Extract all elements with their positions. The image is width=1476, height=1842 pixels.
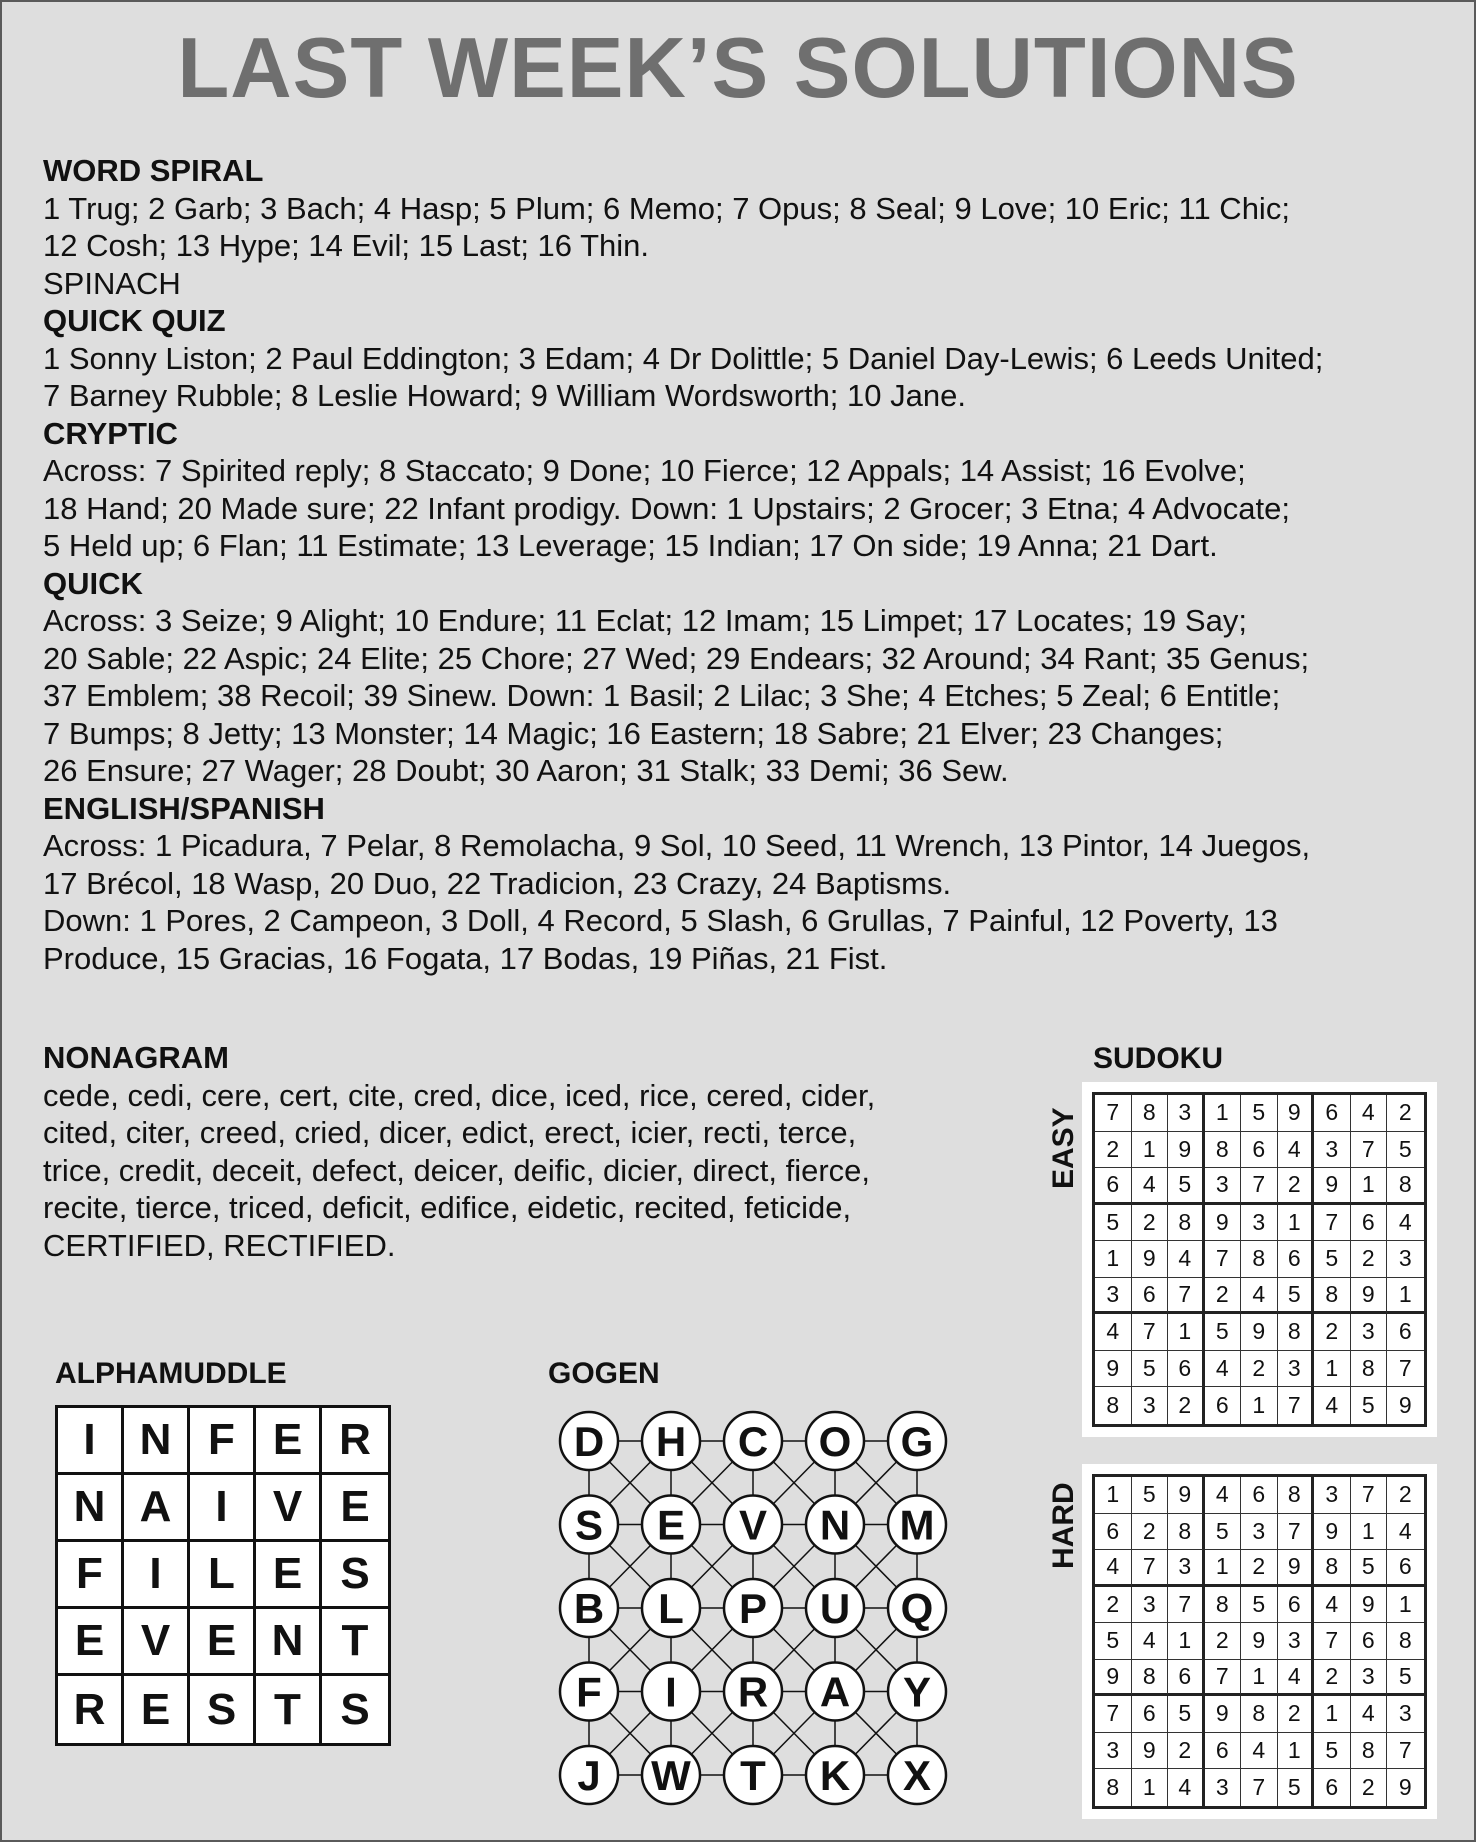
sudoku-hard-grid bbox=[1092, 1474, 1427, 1809]
sudoku-cell: 7 bbox=[1241, 1769, 1278, 1806]
sudoku-cell: 7 bbox=[1387, 1351, 1424, 1388]
gogen-letter: K bbox=[819, 1752, 851, 1799]
sudoku-cell: 6 bbox=[1351, 1205, 1388, 1242]
sudoku-cell: 5 bbox=[1351, 1550, 1388, 1587]
sudoku-cell: 5 bbox=[1278, 1769, 1315, 1806]
sudoku-cell: 1 bbox=[1168, 1314, 1205, 1351]
gogen-letter: C bbox=[737, 1418, 769, 1465]
sudoku-cell: 4 bbox=[1241, 1278, 1278, 1315]
sudoku-cell: 4 bbox=[1278, 1660, 1315, 1697]
gogen-letter: M bbox=[899, 1501, 935, 1549]
sudoku-cell: 3 bbox=[1205, 1769, 1242, 1806]
sudoku-cell: 6 bbox=[1095, 1168, 1132, 1205]
alphamuddle-cell: S bbox=[322, 1542, 388, 1609]
sudoku-cell: 3 bbox=[1132, 1587, 1169, 1624]
sudoku-cell: 2 bbox=[1278, 1696, 1315, 1733]
section-line: 1 Sonny Liston; 2 Paul Eddington; 3 Edam; 4 Dr Dolittle; 5 Daniel Day-Lewis; 6 Leeds United; bbox=[43, 340, 1324, 376]
sudoku-cell: 1 bbox=[1205, 1095, 1242, 1132]
sudoku-cell: 8 bbox=[1205, 1587, 1242, 1624]
sudoku-cell: 6 bbox=[1241, 1477, 1278, 1514]
alphamuddle-cell: F bbox=[58, 1542, 124, 1609]
sudoku-cell: 3 bbox=[1351, 1314, 1388, 1351]
gogen-letter: H bbox=[655, 1418, 687, 1465]
sudoku-cell: 4 bbox=[1387, 1514, 1424, 1551]
sudoku-cell: 7 bbox=[1168, 1278, 1205, 1315]
text-solutions bbox=[43, 152, 1443, 977]
sudoku-cell: 6 bbox=[1205, 1733, 1242, 1770]
sudoku-cell: 8 bbox=[1205, 1132, 1242, 1169]
sudoku-cell: 5 bbox=[1168, 1168, 1205, 1205]
section-line: Across: 3 Seize; 9 Alight; 10 Endure; 11 Eclat; 12 Imam; 15 Limpet; 17 Locates; 19 Say; bbox=[43, 603, 1247, 638]
sudoku-cell: 9 bbox=[1278, 1095, 1315, 1132]
sudoku-cell: 5 bbox=[1351, 1387, 1388, 1424]
section-line: 1 Trug; 2 Garb; 3 Bach; 4 Hasp; 5 Plum; 6 Memo; 7 Opus; 8 Seal; 9 Love; 10 Eric; 11 Chic; bbox=[43, 190, 1290, 226]
nonagram-heading: NONAGRAM bbox=[43, 1040, 229, 1075]
nonagram-line: recite, tierce, triced, deficit, edifice, eidetic, recited, feticide, bbox=[43, 1190, 852, 1225]
sudoku-cell: 6 bbox=[1278, 1587, 1315, 1624]
sudoku-cell: 2 bbox=[1132, 1514, 1169, 1551]
sudoku-cell: 8 bbox=[1387, 1623, 1424, 1660]
section-line: 37 Emblem; 38 Recoil; 39 Sinew. Down: 1 Basil; 2 Lilac; 3 She; 4 Etches; 5 Zeal; 6 Entitle; bbox=[43, 678, 1281, 713]
gogen-letter: N bbox=[819, 1501, 851, 1549]
alphamuddle-cell: N bbox=[58, 1475, 124, 1542]
sudoku-cell: 5 bbox=[1241, 1587, 1278, 1624]
sudoku-cell: 4 bbox=[1205, 1477, 1242, 1514]
sudoku-hard-label: HARD bbox=[1047, 1482, 1080, 1569]
sudoku-cell: 3 bbox=[1241, 1514, 1278, 1551]
section-line: 17 Brécol, 18 Wasp, 20 Duo, 22 Tradicion, 23 Crazy, 24 Baptisms. bbox=[43, 865, 952, 901]
sudoku-cell: 8 bbox=[1351, 1351, 1388, 1388]
nonagram-line: CERTIFIED, RECTIFIED. bbox=[43, 1227, 396, 1263]
sudoku-cell: 5 bbox=[1132, 1351, 1169, 1388]
sudoku-cell: 3 bbox=[1205, 1168, 1242, 1205]
sudoku-cell: 2 bbox=[1095, 1132, 1132, 1169]
sudoku-cell: 8 bbox=[1351, 1733, 1388, 1770]
sudoku-cell: 1 bbox=[1314, 1351, 1351, 1388]
sudoku-cell: 6 bbox=[1095, 1514, 1132, 1551]
gogen-letter: J bbox=[577, 1752, 601, 1799]
sudoku-cell: 4 bbox=[1314, 1587, 1351, 1624]
sudoku-cell: 8 bbox=[1241, 1241, 1278, 1278]
alphamuddle-cell: T bbox=[322, 1609, 388, 1676]
alphamuddle-cell: I bbox=[124, 1542, 190, 1609]
sudoku-cell: 6 bbox=[1387, 1550, 1424, 1587]
sudoku-easy-grid bbox=[1092, 1092, 1427, 1427]
sudoku-cell: 7 bbox=[1095, 1095, 1132, 1132]
sudoku-cell: 8 bbox=[1278, 1477, 1315, 1514]
section-line: Across: 7 Spirited reply; 8 Staccato; 9 Done; 10 Fierce; 12 Appals; 14 Assist; 16 Evolve; bbox=[43, 453, 1246, 488]
gogen-letter: F bbox=[576, 1668, 602, 1716]
sudoku-cell: 8 bbox=[1168, 1205, 1205, 1242]
sudoku-cell: 2 bbox=[1278, 1168, 1315, 1205]
sudoku-cell: 9 bbox=[1351, 1278, 1388, 1315]
sudoku-cell: 1 bbox=[1387, 1587, 1424, 1624]
sudoku-cell: 2 bbox=[1351, 1241, 1388, 1278]
sudoku-cell: 7 bbox=[1314, 1205, 1351, 1242]
alphamuddle-cell: N bbox=[256, 1609, 322, 1676]
sudoku-cell: 3 bbox=[1095, 1733, 1132, 1770]
sudoku-cell: 6 bbox=[1205, 1387, 1242, 1424]
sudoku-cell: 6 bbox=[1278, 1241, 1315, 1278]
sudoku-cell: 7 bbox=[1205, 1241, 1242, 1278]
alphamuddle-cell: E bbox=[190, 1609, 256, 1676]
alphamuddle-cell: A bbox=[124, 1475, 190, 1542]
sudoku-hard bbox=[1082, 1464, 1437, 1819]
nonagram-line: trice, credit, deceit, defect, deicer, deific, dicier, direct, fierce, bbox=[43, 1152, 871, 1188]
sudoku-cell: 1 bbox=[1095, 1477, 1132, 1514]
sudoku-cell: 1 bbox=[1351, 1514, 1388, 1551]
sudoku-cell: 8 bbox=[1241, 1696, 1278, 1733]
sudoku-cell: 4 bbox=[1095, 1550, 1132, 1587]
sudoku-cell: 5 bbox=[1095, 1205, 1132, 1242]
alphamuddle-cell: E bbox=[256, 1408, 322, 1475]
nonagram-text bbox=[43, 1077, 1003, 1265]
sudoku-cell: 5 bbox=[1205, 1514, 1242, 1551]
section-line: Down: 1 Pores, 2 Campeon, 3 Doll, 4 Record, 5 Slash, 6 Grullas, 7 Painful, 12 Poverty, 13 bbox=[43, 903, 1278, 938]
sudoku-cell: 9 bbox=[1241, 1623, 1278, 1660]
sudoku-cell: 1 bbox=[1095, 1241, 1132, 1278]
sudoku-cell: 9 bbox=[1095, 1660, 1132, 1697]
alphamuddle-cell: L bbox=[190, 1542, 256, 1609]
alphamuddle-cell: V bbox=[256, 1475, 322, 1542]
sudoku-cell: 4 bbox=[1387, 1205, 1424, 1242]
gogen-letter: A bbox=[819, 1668, 851, 1716]
sudoku-cell: 2 bbox=[1205, 1278, 1242, 1315]
sudoku-cell: 9 bbox=[1241, 1314, 1278, 1351]
sudoku-cell: 7 bbox=[1278, 1387, 1315, 1424]
sudoku-cell: 5 bbox=[1314, 1241, 1351, 1278]
sudoku-cell: 1 bbox=[1278, 1205, 1315, 1242]
sudoku-cell: 3 bbox=[1168, 1550, 1205, 1587]
sudoku-cell: 3 bbox=[1095, 1278, 1132, 1315]
gogen-letter: G bbox=[900, 1418, 934, 1465]
sudoku-cell: 7 bbox=[1278, 1514, 1315, 1551]
sudoku-cell: 7 bbox=[1132, 1314, 1169, 1351]
sudoku-cell: 4 bbox=[1132, 1623, 1169, 1660]
sudoku-cell: 3 bbox=[1387, 1696, 1424, 1733]
sudoku-cell: 7 bbox=[1314, 1623, 1351, 1660]
gogen-letter: P bbox=[738, 1585, 768, 1632]
sudoku-cell: 2 bbox=[1095, 1587, 1132, 1624]
gogen-letter: S bbox=[574, 1501, 604, 1549]
sudoku-cell: 9 bbox=[1095, 1351, 1132, 1388]
sudoku-cell: 8 bbox=[1132, 1660, 1169, 1697]
gogen-letter: V bbox=[738, 1501, 768, 1549]
sudoku-cell: 2 bbox=[1205, 1623, 1242, 1660]
sudoku-cell: 2 bbox=[1387, 1095, 1424, 1132]
section-heading: QUICK QUIZ bbox=[43, 303, 226, 338]
sudoku-cell: 4 bbox=[1095, 1314, 1132, 1351]
page-title: LAST WEEK’S SOLUTIONS bbox=[177, 21, 1299, 116]
section-line: 12 Cosh; 13 Hype; 14 Evil; 15 Last; 16 Thin. bbox=[43, 228, 650, 263]
sudoku-cell: 8 bbox=[1095, 1769, 1132, 1806]
sudoku-cell: 4 bbox=[1241, 1733, 1278, 1770]
section-line: 7 Barney Rubble; 8 Leslie Howard; 9 William Wordsworth; 10 Jane. bbox=[43, 378, 966, 413]
sudoku-cell: 4 bbox=[1168, 1769, 1205, 1806]
sudoku-cell: 5 bbox=[1168, 1696, 1205, 1733]
section-heading: WORD SPIRAL bbox=[43, 153, 264, 188]
sudoku-cell: 9 bbox=[1205, 1205, 1242, 1242]
gogen-letter: O bbox=[818, 1418, 852, 1465]
sudoku-cell: 2 bbox=[1241, 1550, 1278, 1587]
alphamuddle-heading: ALPHAMUDDLE bbox=[55, 1357, 287, 1390]
sudoku-cell: 5 bbox=[1132, 1477, 1169, 1514]
alphamuddle-cell: E bbox=[58, 1609, 124, 1676]
sudoku-cell: 8 bbox=[1278, 1314, 1315, 1351]
sudoku-cell: 8 bbox=[1132, 1095, 1169, 1132]
gogen-letter: T bbox=[740, 1752, 766, 1799]
alphamuddle-cell: V bbox=[124, 1609, 190, 1676]
sudoku-cell: 2 bbox=[1314, 1660, 1351, 1697]
sudoku-cell: 5 bbox=[1387, 1132, 1424, 1169]
sudoku-cell: 4 bbox=[1132, 1168, 1169, 1205]
alphamuddle-cell: T bbox=[256, 1676, 322, 1743]
sudoku-cell: 5 bbox=[1387, 1660, 1424, 1697]
sudoku-cell: 4 bbox=[1351, 1696, 1388, 1733]
section-line: Across: 1 Picadura, 7 Pelar, 8 Remolacha, 9 Sol, 10 Seed, 11 Wrench, 13 Pintor, 14 Juegos, bbox=[43, 828, 1311, 863]
sudoku-cell: 1 bbox=[1387, 1278, 1424, 1315]
nonagram-line: cede, cedi, cere, cert, cite, cred, dice, iced, rice, cered, cider, bbox=[43, 1077, 876, 1113]
sudoku-cell: 6 bbox=[1314, 1095, 1351, 1132]
sudoku-easy bbox=[1082, 1082, 1437, 1437]
sudoku-cell: 1 bbox=[1314, 1696, 1351, 1733]
sudoku-cell: 3 bbox=[1351, 1660, 1388, 1697]
sudoku-cell: 4 bbox=[1314, 1387, 1351, 1424]
alphamuddle-cell: I bbox=[190, 1475, 256, 1542]
sudoku-cell: 7 bbox=[1241, 1168, 1278, 1205]
section-line: 7 Bumps; 8 Jetty; 13 Monster; 14 Magic; 16 Eastern; 18 Sabre; 21 Elver; 23 Changes; bbox=[43, 715, 1224, 751]
alphamuddle-cell: R bbox=[322, 1408, 388, 1475]
alphamuddle-cell: F bbox=[190, 1408, 256, 1475]
gogen-letter: D bbox=[573, 1418, 605, 1465]
alphamuddle-cell: E bbox=[322, 1475, 388, 1542]
sudoku-easy-label: EASY bbox=[1047, 1107, 1080, 1189]
gogen-letter: R bbox=[737, 1668, 769, 1716]
section-line: 20 Sable; 22 Aspic; 24 Elite; 25 Chore; 27 Wed; 29 Endears; 32 Around; 34 Rant; 35 Genus; bbox=[43, 640, 1310, 676]
sudoku-cell: 1 bbox=[1241, 1387, 1278, 1424]
sudoku-cell: 4 bbox=[1168, 1241, 1205, 1278]
sudoku-cell: 1 bbox=[1132, 1769, 1169, 1806]
sudoku-cell: 7 bbox=[1168, 1587, 1205, 1624]
sudoku-cell: 5 bbox=[1241, 1095, 1278, 1132]
section-line: SPINACH bbox=[43, 265, 181, 301]
sudoku-cell: 1 bbox=[1205, 1550, 1242, 1587]
section-line: Produce, 15 Gracias, 16 Fogata, 17 Bodas, 19 Piñas, 21 Fist. bbox=[43, 940, 888, 976]
sudoku-cell: 2 bbox=[1168, 1733, 1205, 1770]
sudoku-cell: 9 bbox=[1398, 1391, 1412, 1418]
sudoku-cell: 8 bbox=[1314, 1550, 1351, 1587]
sudoku-cell: 9 bbox=[1278, 1550, 1315, 1587]
sudoku-cell: 4 bbox=[1351, 1095, 1388, 1132]
sudoku-cell: 9 bbox=[1314, 1514, 1351, 1551]
sudoku-cell: 2 bbox=[1387, 1477, 1424, 1514]
sudoku-cell: 9 bbox=[1314, 1168, 1351, 1205]
sudoku-cell: 6 bbox=[1132, 1696, 1169, 1733]
sudoku-cell: 8 bbox=[1314, 1278, 1351, 1315]
sudoku-cell: 9 bbox=[1351, 1587, 1388, 1624]
sudoku-cell: 7 bbox=[1205, 1660, 1242, 1697]
section-heading: CRYPTIC bbox=[43, 415, 178, 451]
sudoku-cell: 2 bbox=[1241, 1351, 1278, 1388]
sudoku-cell: 9 bbox=[1132, 1241, 1169, 1278]
sudoku-cell: 6 bbox=[1168, 1660, 1205, 1697]
alphamuddle-cell: S bbox=[340, 1684, 370, 1734]
sudoku-cell: 2 bbox=[1351, 1769, 1388, 1806]
sudoku-cell: 9 bbox=[1205, 1696, 1242, 1733]
sudoku-cell: 8 bbox=[1095, 1387, 1132, 1424]
sudoku-cell: 2 bbox=[1314, 1314, 1351, 1351]
sudoku-cell: 3 bbox=[1314, 1477, 1351, 1514]
sudoku-cell: 5 bbox=[1278, 1278, 1315, 1315]
sudoku-cell: 6 bbox=[1387, 1314, 1424, 1351]
gogen-letter: Y bbox=[902, 1668, 932, 1716]
gogen-heading: GOGEN bbox=[548, 1357, 660, 1390]
sudoku-cell: 1 bbox=[1278, 1733, 1315, 1770]
sudoku-cell: 4 bbox=[1205, 1351, 1242, 1388]
sudoku-cell: 1 bbox=[1241, 1660, 1278, 1697]
sudoku-cell: 8 bbox=[1168, 1514, 1205, 1551]
gogen-letter: L bbox=[658, 1585, 684, 1632]
sudoku-cell: 5 bbox=[1205, 1314, 1242, 1351]
section-heading: ENGLISH/SPANISH bbox=[43, 790, 325, 826]
alphamuddle-cell: E bbox=[124, 1676, 190, 1743]
sudoku-cell: 9 bbox=[1168, 1477, 1205, 1514]
sudoku-cell: 7 bbox=[1387, 1733, 1424, 1770]
gogen-letter: B bbox=[573, 1585, 605, 1632]
sudoku-cell: 6 bbox=[1314, 1769, 1351, 1806]
sudoku-cell: 3 bbox=[1241, 1205, 1278, 1242]
nonagram-line: cited, citer, creed, cried, dicer, edict, erect, icier, recti, terce, bbox=[43, 1115, 857, 1150]
gogen-letter: I bbox=[665, 1668, 677, 1716]
section-heading: QUICK bbox=[43, 565, 143, 601]
alphamuddle-cell: R bbox=[58, 1676, 124, 1743]
sudoku-cell: 1 bbox=[1168, 1623, 1205, 1660]
sudoku-cell: 7 bbox=[1351, 1477, 1388, 1514]
sudoku-cell: 3 bbox=[1278, 1351, 1315, 1388]
sudoku-cell: 5 bbox=[1314, 1733, 1351, 1770]
sudoku-cell: 3 bbox=[1314, 1132, 1351, 1169]
gogen-letter: X bbox=[902, 1752, 932, 1799]
section-line: 26 Ensure; 27 Wager; 28 Doubt; 30 Aaron; 31 Stalk; 33 Demi; 36 Sew. bbox=[43, 753, 1009, 788]
sudoku-cell: 3 bbox=[1168, 1095, 1205, 1132]
gogen-letter: W bbox=[651, 1752, 691, 1799]
sudoku-heading: SUDOKU bbox=[1093, 1042, 1224, 1075]
sudoku-cell: 1 bbox=[1132, 1132, 1169, 1169]
section-line: 18 Hand; 20 Made sure; 22 Infant prodigy. Down: 1 Upstairs; 2 Grocer; 3 Etna; 4 Advocate; bbox=[43, 490, 1291, 526]
sudoku-cell: 7 bbox=[1095, 1696, 1132, 1733]
sudoku-cell: 6 bbox=[1241, 1132, 1278, 1169]
alphamuddle-grid bbox=[55, 1405, 391, 1746]
sudoku-cell: 6 bbox=[1351, 1623, 1388, 1660]
alphamuddle-cell: E bbox=[256, 1542, 322, 1609]
gogen-letter: Q bbox=[900, 1585, 934, 1632]
sudoku-cell: 8 bbox=[1387, 1168, 1424, 1205]
sudoku-cell: 6 bbox=[1168, 1351, 1205, 1388]
sudoku-cell: 2 bbox=[1132, 1205, 1169, 1242]
sudoku-cell: 7 bbox=[1132, 1550, 1169, 1587]
alphamuddle-cell: I bbox=[58, 1408, 124, 1475]
alphamuddle-cell: S bbox=[190, 1676, 256, 1743]
sudoku-cell: 4 bbox=[1278, 1132, 1315, 1169]
gogen-letter: E bbox=[656, 1501, 686, 1549]
alphamuddle-cell: N bbox=[124, 1408, 190, 1475]
sudoku-cell: 1 bbox=[1351, 1168, 1388, 1205]
gogen-grid bbox=[552, 1404, 952, 1812]
sudoku-cell: 3 bbox=[1132, 1387, 1169, 1424]
sudoku-cell: 3 bbox=[1387, 1241, 1424, 1278]
section-line: 5 Held up; 6 Flan; 11 Estimate; 13 Leverage; 15 Indian; 17 On side; 19 Anna; 21 Dart. bbox=[43, 528, 1218, 563]
nonagram-section bbox=[43, 1039, 1003, 1264]
sudoku-cell: 3 bbox=[1278, 1623, 1315, 1660]
sudoku-cell: 2 bbox=[1168, 1387, 1205, 1424]
sudoku-cell: 9 bbox=[1168, 1132, 1205, 1169]
gogen-letter: U bbox=[819, 1585, 851, 1632]
sudoku-cell: 6 bbox=[1132, 1278, 1169, 1315]
sudoku-cell: 9 bbox=[1398, 1773, 1412, 1800]
sudoku-cell: 5 bbox=[1095, 1623, 1132, 1660]
sudoku-cell: 9 bbox=[1132, 1733, 1169, 1770]
sudoku-cell: 7 bbox=[1351, 1132, 1388, 1169]
